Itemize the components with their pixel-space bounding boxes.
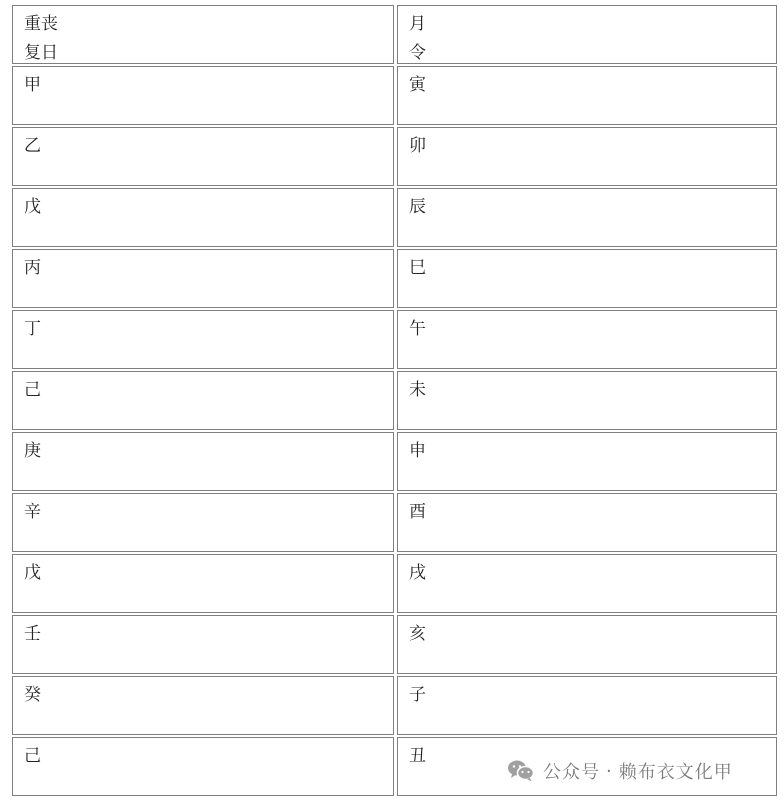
wechat-icon bbox=[507, 759, 535, 783]
table-cell-right: 寅 bbox=[397, 66, 777, 125]
table-cell-right: 丑 bbox=[397, 737, 777, 796]
table-cell-left: 乙 bbox=[12, 127, 394, 186]
header-cell-right: 月 令 bbox=[397, 5, 777, 64]
ganzhi-table bbox=[12, 5, 777, 796]
table-cell-left: 己 bbox=[12, 371, 394, 430]
table-cell-right: 辰 bbox=[397, 188, 777, 247]
table-cell-left: 庚 bbox=[12, 432, 394, 491]
table-cell-right: 子 bbox=[397, 676, 777, 735]
table-cell-left: 辛 bbox=[12, 493, 394, 552]
table-cell-left: 甲 bbox=[12, 66, 394, 125]
table-cell-left: 戊 bbox=[12, 188, 394, 247]
table-cell-right: 卯 bbox=[397, 127, 777, 186]
watermark-source: 公众号 bbox=[543, 762, 600, 783]
header-cell-left: 重丧 复日 bbox=[12, 5, 394, 64]
watermark-separator: · bbox=[606, 760, 613, 782]
table-cell-left: 戊 bbox=[12, 554, 394, 613]
table-cell-right: 申 bbox=[397, 432, 777, 491]
table-cell-left: 己 bbox=[12, 737, 394, 796]
table-cell-left: 壬 bbox=[12, 615, 394, 674]
table-cell-left: 丙 bbox=[12, 249, 394, 308]
table-cell-right: 亥 bbox=[397, 615, 777, 674]
wechat-watermark bbox=[507, 758, 733, 784]
table-cell-right: 午 bbox=[397, 310, 777, 369]
table-cell-right: 巳 bbox=[397, 249, 777, 308]
table-cell-right: 戌 bbox=[397, 554, 777, 613]
table-cell-left: 癸 bbox=[12, 676, 394, 735]
watermark-account: 赖布衣文化甲 bbox=[618, 762, 733, 783]
table-cell-left: 丁 bbox=[12, 310, 394, 369]
table-cell-right: 酉 bbox=[397, 493, 777, 552]
table-cell-right: 未 bbox=[397, 371, 777, 430]
